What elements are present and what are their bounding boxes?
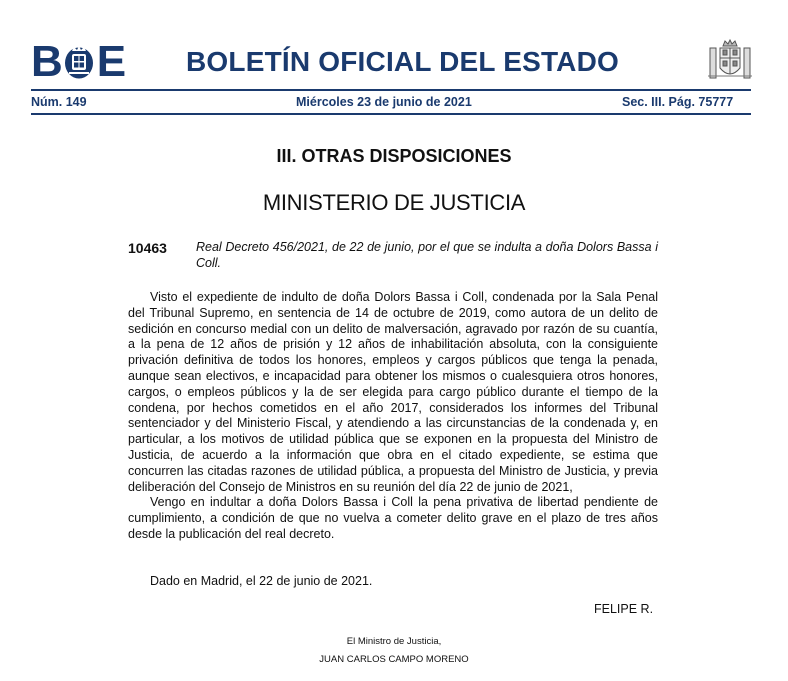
ministry-heading: MINISTERIO DE JUSTICIA bbox=[262, 190, 526, 215]
minister-name: JUAN CARLOS CAMPO MORENO bbox=[319, 654, 469, 665]
masthead-title: BOLETÍN OFICIAL DEL ESTADO bbox=[186, 46, 619, 77]
coat-of-arms-icon bbox=[707, 38, 753, 84]
issue-number: Núm. 149 bbox=[31, 95, 87, 109]
decree-body bbox=[128, 290, 658, 543]
minister-role: El Ministro de Justicia, bbox=[346, 636, 442, 647]
logo-letter-b: B bbox=[31, 37, 61, 86]
logo-letter-e: E bbox=[96, 37, 125, 86]
boe-logo bbox=[31, 37, 125, 86]
dated-line: Dado en Madrid, el 22 de junio de 2021. bbox=[150, 574, 373, 588]
header-rule-bottom bbox=[31, 113, 751, 115]
section-title: III. OTRAS DISPOSICIONES bbox=[276, 146, 512, 166]
crown-seal-icon bbox=[64, 45, 94, 79]
header-rule-top bbox=[31, 89, 751, 91]
body-paragraph: Visto el expediente de indulto de doña Dolors Bassa i Coll, condenada por la Sala Penal del Tribunal Supremo, en sentencia de 14 de octubre de 2019, como autora de un delito de sedición en concurso medial con un delito de malversación, agravado por razón de su cuantía, a la pena de 12 años de prisión y 12 años de inhabilitación absoluta, con la consiguiente privación definitiva de todos los honores, empleos y cargos públicos que tenga la penada, aunque sean electivos, e incapacidad para obtener los mismos o cualesquiera otros honores, cargos, o empleos públicos y la de ser elegida para cargo público durante el tiempo de la condena, por hechos cometidos en el año 2017, considerados los informes del Tribunal sentenciador y del Ministerio Fiscal, y atendiendo a las circunstancias de la condenada y, en particular, a los motivos de utilidad pública que se exponen en la propuesta del Ministro de Justicia, de acuerdo a la información que obra en el citado expediente, se estima que concurren las citadas razones de utilidad pública, a propuesta del Ministro de Justicia, y previa deliberación del Consejo de Ministros en su reunión del día 22 de junio de 2021, bbox=[128, 290, 658, 494]
section-page: Sec. III. Pág. 75777 bbox=[622, 95, 734, 109]
reference-number: 10463 bbox=[128, 240, 167, 256]
publication-date: Miércoles 23 de junio de 2021 bbox=[296, 95, 472, 109]
body-paragraph: Vengo en indultar a doña Dolors Bassa i Coll la pena privativa de libertad pendiente de cumplimiento, a condición de que no vuelva a cometer delito grave en el plazo de tres años desde la publicación del real decreto. bbox=[128, 495, 658, 541]
decree-title: Real Decreto 456/2021, de 22 de junio, por el que se indulta a doña Dolors Bassa i Coll. bbox=[196, 240, 658, 270]
royal-signature: FELIPE R. bbox=[594, 602, 654, 616]
